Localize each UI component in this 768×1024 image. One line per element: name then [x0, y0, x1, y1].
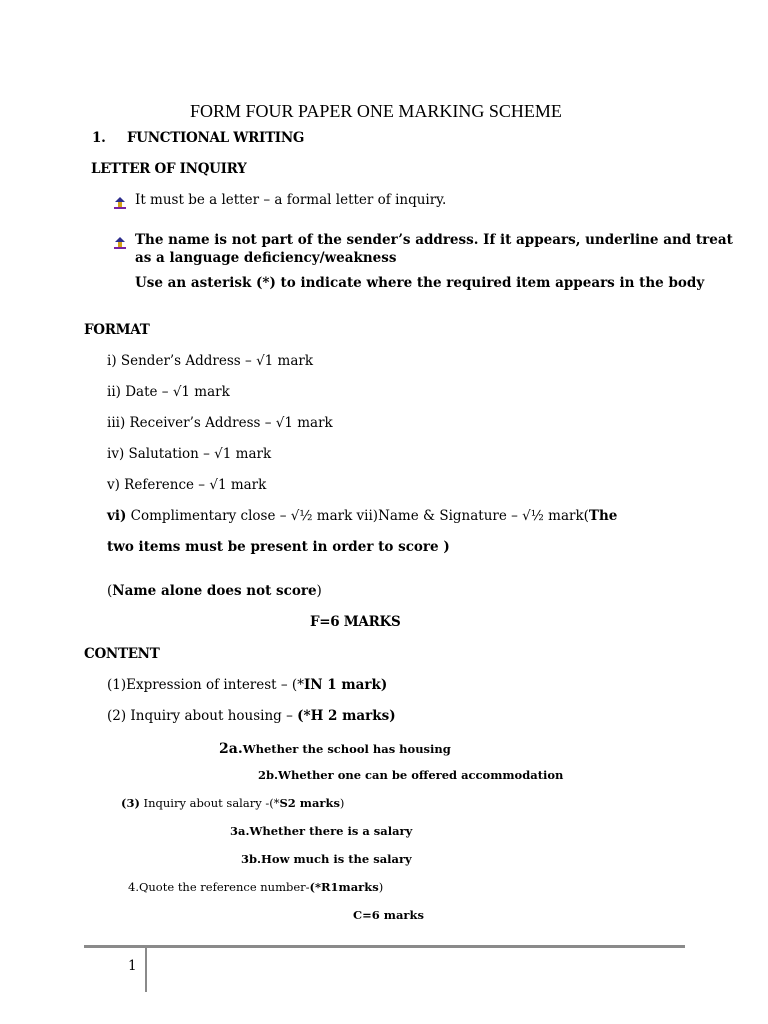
two-items-note: two items must be present in order to score )	[107, 539, 450, 555]
bullet-text-2: The name is not part of the sender’s address. If it appears, underline and treat	[135, 232, 733, 248]
format-item-6-label: vi)	[107, 508, 127, 524]
footer-rule	[84, 945, 685, 948]
format-item-2: ii) Date – √1 mark	[107, 384, 230, 400]
content-item-3-label: (3)	[121, 796, 140, 810]
content-item-4	[128, 880, 383, 894]
name-note-close: )	[316, 583, 322, 599]
format-item-6-text: Complimentary close – √½ mark vii)Name & Signature – √½ mark(	[126, 508, 589, 524]
format-item-4: iv) Salutation – √1 mark	[107, 446, 272, 462]
content-item-2a-label: 2a.	[219, 741, 243, 757]
content-item-1	[107, 677, 387, 693]
content-item-2	[107, 708, 396, 724]
content-item-3b: 3b.How much is the salary	[241, 852, 412, 866]
arrow-bullet-icon	[113, 236, 127, 250]
name-note	[107, 583, 322, 599]
format-item-5: v) Reference – √1 mark	[107, 477, 267, 493]
name-note-open: (	[107, 583, 113, 599]
arrow-bullet-icon	[113, 196, 127, 210]
content-item-3-close: )	[339, 796, 345, 810]
content-item-3-text: Inquiry about salary -(*	[139, 796, 280, 810]
content-item-4-close: )	[378, 880, 384, 894]
section-number: 1.	[92, 130, 106, 146]
content-item-4-bold: (*R1marks	[309, 880, 379, 894]
page-title: FORM FOUR PAPER ONE MARKING SCHEME	[190, 101, 562, 121]
content-heading: CONTENT	[84, 646, 160, 662]
format-heading: FORMAT	[84, 322, 150, 338]
format-total: F=6 MARKS	[310, 614, 401, 630]
content-item-2a	[219, 738, 451, 757]
content-item-1-bold: IN 1 mark)	[303, 677, 388, 693]
format-item-6	[107, 508, 617, 524]
content-item-2-text: (2) Inquiry about housing –	[107, 708, 298, 724]
bullet-icon	[113, 192, 127, 211]
content-item-2-bold: (*H 2 marks)	[297, 708, 396, 724]
footer-divider	[145, 948, 147, 992]
content-item-1-text: (1)Expression of interest – (*	[107, 677, 304, 693]
name-note-bold: Name alone does not score	[112, 583, 317, 599]
bullet-text-2-cont: as a language deficiency/weakness	[135, 250, 397, 266]
bullet-text-1: It must be a letter – a formal letter of inquiry.	[135, 192, 447, 208]
content-total: C=6 marks	[353, 908, 424, 922]
content-item-3a: 3a.Whether there is a salary	[230, 824, 413, 838]
asterisk-note: Use an asterisk (*) to indicate where the required item appears in the body	[135, 275, 705, 291]
page-number: 1	[128, 958, 137, 974]
content-item-4-text: 4.Quote the reference number-	[128, 880, 310, 894]
section-title: FUNCTIONAL WRITING	[127, 130, 305, 146]
format-item-3: iii) Receiver’s Address – √1 mark	[107, 415, 333, 431]
content-item-3	[121, 796, 344, 810]
format-item-1: i) Sender’s Address – √1 mark	[107, 353, 314, 369]
content-item-3-bold: S2 marks	[279, 796, 340, 810]
bullet-icon	[113, 232, 127, 251]
content-item-2a-text: Whether the school has housing	[242, 742, 451, 756]
format-item-6-bold: The	[588, 508, 618, 524]
subheading-letter-of-inquiry: LETTER OF INQUIRY	[91, 161, 247, 177]
content-item-2b: 2b.Whether one can be offered accommodation	[258, 768, 564, 782]
